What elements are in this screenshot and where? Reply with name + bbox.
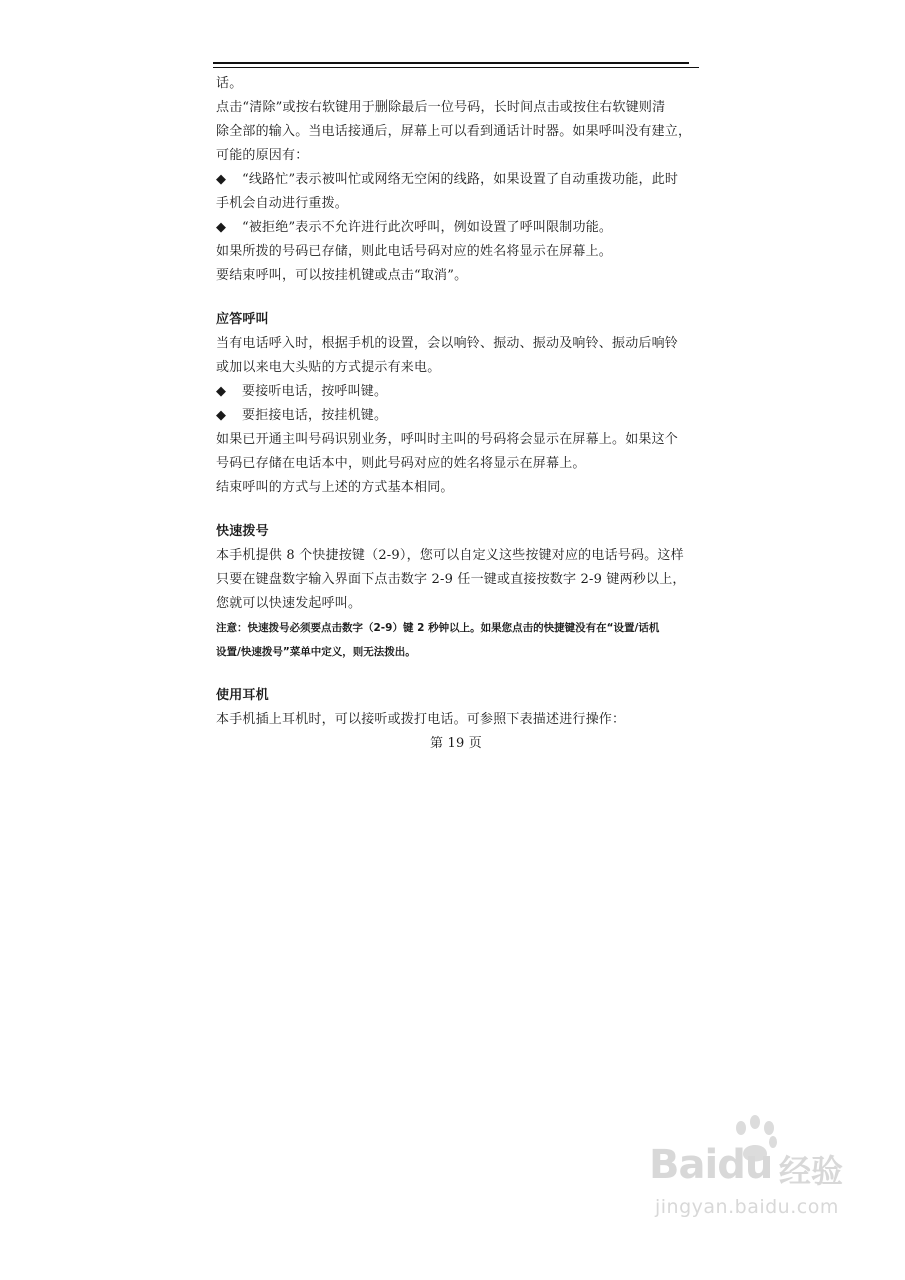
bullet-text: “被拒绝”表示不允许进行此次呼叫，例如设置了呼叫限制功能。 — [242, 220, 613, 235]
watermark-brand: Baidu — [649, 1142, 773, 1188]
note-line: 设置/快速拨号”菜单中定义，则无法拨出。 — [216, 646, 416, 658]
text-line: 或加以来电大头贴的方式提示有来电。 — [216, 360, 441, 375]
text-line: 手机会自动进行重拨。 — [216, 196, 349, 211]
section-heading-headset: 使用耳机 — [216, 688, 269, 703]
text-line: 号码已存储在电话本中，则此号码对应的姓名将显示在屏幕上。 — [216, 456, 586, 471]
baidu-jingyan-watermark — [649, 1114, 859, 1224]
text-line: 当有电话呼入时，根据手机的设置，会以响铃、振动、振动及响铃、振动后响铃 — [216, 336, 679, 351]
bullet-item — [216, 404, 706, 428]
bullet-icon: ◆ — [216, 172, 227, 187]
bullet-text: 要接听电话，按呼叫键。 — [242, 384, 388, 399]
text-line: 如果所拨的号码已存储，则此电话号码对应的姓名将显示在屏幕上。 — [216, 244, 613, 259]
header-rule-thick — [213, 62, 689, 64]
page-content — [216, 72, 706, 756]
text-line: 点击“清除”或按右软键用于删除最后一位号码，长时间点击或按住右软键则清 — [216, 100, 666, 115]
watermark-url: jingyan.baidu.com — [655, 1196, 839, 1218]
bullet-text: “线路忙”表示被叫忙或网络无空闲的线路，如果设置了自动重拨功能，此时 — [242, 172, 679, 187]
text-line: 本手机插上耳机时，可以接听或拨打电话。可参照下表描述进行操作： — [216, 712, 626, 727]
bullet-icon: ◆ — [216, 384, 227, 399]
page-number: 第 19 页 — [429, 736, 482, 751]
text-line: 如果已开通主叫号码识别业务，呼叫时主叫的号码将会显示在屏幕上。如果这个 — [216, 432, 679, 447]
text-line: 本手机提供 8 个快捷按键（2-9），您可以自定义这些按键对应的电话号码。这样 — [216, 548, 684, 563]
note-line: 注意：快速拨号必须要点击数字（2-9）键 2 秒钟以上。如果您点击的快捷键没有在“设置/话机 — [216, 622, 660, 634]
text-line: 您就可以快速发起呼叫。 — [216, 596, 362, 611]
bullet-item — [216, 168, 706, 192]
bullet-icon: ◆ — [216, 220, 227, 235]
bullet-item — [216, 216, 706, 240]
bullet-text: 要拒接电话，按挂机键。 — [242, 408, 388, 423]
text-line: 可能的原因有： — [216, 148, 309, 163]
section-heading-speed-dial: 快速拨号 — [216, 524, 269, 539]
text-line: 结束呼叫的方式与上述的方式基本相同。 — [216, 480, 454, 495]
text-line: 除全部的输入。当电话接通后，屏幕上可以看到通话计时器。如果呼叫没有建立， — [216, 124, 692, 139]
text-line: 要结束呼叫，可以按挂机键或点击“取消”。 — [216, 268, 468, 283]
bullet-icon: ◆ — [216, 408, 227, 423]
text-line: 只要在键盘数字输入界面下点击数字 2-9 任一键或直接按数字 2-9 键两秒以上， — [216, 572, 686, 587]
header-rule-thin — [213, 67, 699, 68]
bullet-item — [216, 380, 706, 404]
section-heading-answer: 应答呼叫 — [216, 312, 269, 327]
watermark-brand-cn: 经验 — [779, 1152, 844, 1190]
text-line: 话。 — [216, 76, 243, 91]
